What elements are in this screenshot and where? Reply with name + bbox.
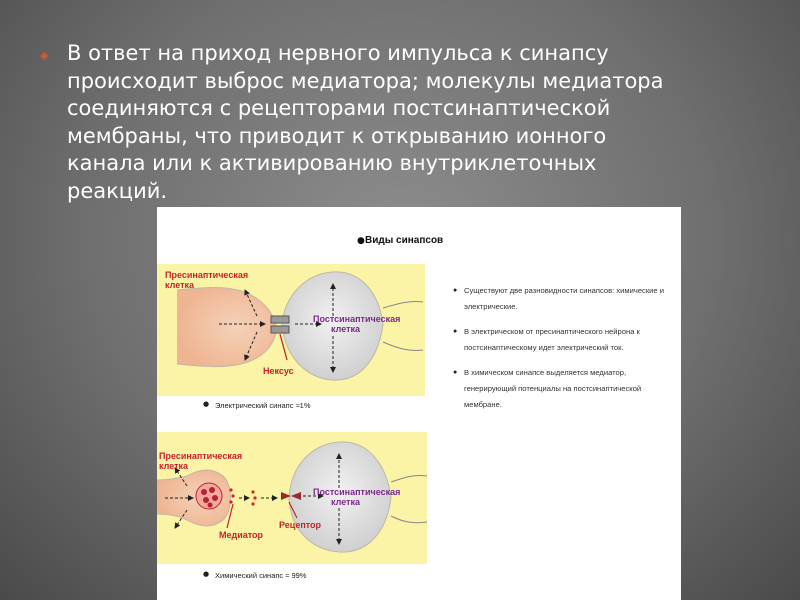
electric-channel-bottom: [271, 326, 289, 333]
note-text: В электрическом от пресинаптического нейрона к постсинаптическому идет электрический ток.: [464, 326, 640, 353]
synapse-panel: [157, 207, 681, 600]
note-item: [453, 283, 673, 316]
mediator-label: Медиатор: [219, 530, 264, 540]
electric-synapse-diagram: [157, 264, 427, 396]
note-item: [453, 324, 673, 357]
note-text: В химическом синапсе выделяется медиатор, генерирующий потенциалы на постсинаптической мембране.: [464, 367, 642, 410]
bullet-marker-icon: ◈: [40, 49, 49, 62]
chemical-synapse-diagram: [157, 432, 427, 564]
note-text: Существуют две разновидности синапсов: химические и электрические.: [464, 286, 664, 312]
note-item: [453, 365, 673, 414]
title-bullet-icon: ●: [357, 236, 365, 246]
electric-postsynaptic-label: Постсинаптическая клетка: [313, 314, 401, 334]
note-bullet-icon: ●: [453, 327, 458, 335]
electric-channel-top: [271, 316, 289, 323]
electric-presynaptic-label: Пресинаптическая клетка: [165, 270, 249, 290]
chemical-caption: Химический синапс ≈ 99%: [215, 571, 307, 580]
electric-caption: Электрический синапс ≈1%: [215, 401, 311, 410]
electric-caption-bullet-icon: ●: [203, 400, 210, 408]
nexus-label: Нексус: [263, 366, 294, 376]
note-bullet-icon: ●: [453, 287, 458, 294]
notes-list: [453, 283, 673, 422]
chemical-presynaptic-label: Пресинаптическая клетка: [159, 451, 243, 471]
chemical-caption-bullet-icon: ●: [203, 570, 210, 578]
panel-title: Виды синапсов: [365, 235, 444, 246]
note-bullet-icon: ●: [453, 368, 458, 376]
chemical-postsynaptic-label: Постсинаптическая клетка: [313, 487, 401, 507]
receptor-label: Рецептор: [279, 520, 322, 530]
bullet-text: В ответ на приход нервного импульса к синапсу происходит выброс медиатора; молекулы медиатора соединяются с рецепторами постсинаптической мембраны, что приводит к открыванию ионного канала или к активированию внутриклеточных реакций.: [67, 41, 664, 203]
